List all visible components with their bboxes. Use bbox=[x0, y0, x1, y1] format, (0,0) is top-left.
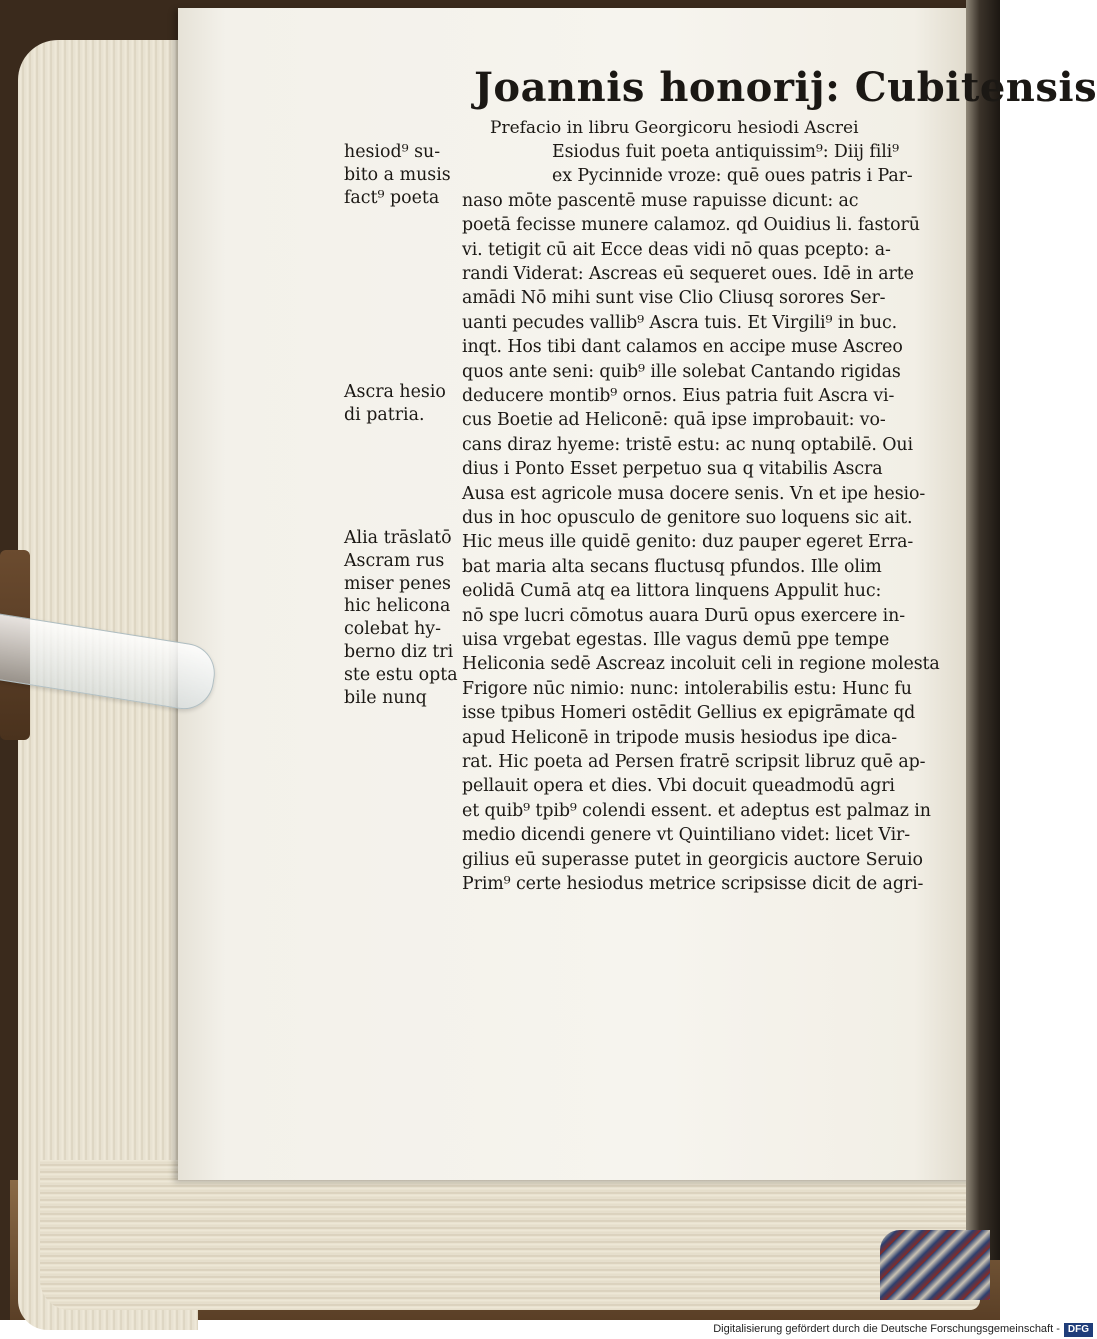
book-headband bbox=[880, 1230, 990, 1300]
body-line: Prim⁹ certe hesiodus metrice scripsisse dicit de agri- bbox=[462, 874, 924, 894]
body-line: naso mōte pascentē muse rapuisse dicunt: ac bbox=[462, 190, 859, 211]
margin-note-line: Ascram rus bbox=[344, 550, 445, 571]
margin-note-line: fact⁹ poeta bbox=[344, 187, 440, 208]
body-line: cans diraz hyeme: tristē estu: ac nunq optabilē. Oui bbox=[462, 434, 913, 455]
footer-credit bbox=[97, 1320, 1097, 1339]
body-line: poetā fecisse munere calamoz. qd Ouidius li. fastorū bbox=[462, 215, 920, 236]
body-line: uisa vrgebat egestas. Ille vagus demū ppe tempe bbox=[462, 630, 890, 650]
margin-note-line: Alia trāslatō bbox=[344, 528, 452, 548]
body-line: gilius eū superasse putet in georgicis auctore Seruio bbox=[462, 849, 923, 870]
body-line: vi. tetigit cū ait Ecce deas vidi nō quas pcepto: a- bbox=[462, 239, 891, 260]
margin-note-line: berno diz tri bbox=[344, 642, 454, 662]
body-line: deducere montib⁹ ornos. Eius patria fuit Ascra vi- bbox=[462, 386, 895, 406]
body-line: ex Pycinnide vroze: quē oues patris i Par- bbox=[552, 166, 913, 187]
margin-note-line: hic helicona bbox=[344, 596, 451, 617]
body-line: cus Boetie ad Heliconē: quā ipse improbauit: vo- bbox=[462, 410, 886, 431]
body-line: bat maria alta secans fluctusq pfundos. Ille olim bbox=[462, 556, 882, 577]
body-line: rat. Hic poeta ad Persen fratrē scripsit libruz quē ap- bbox=[462, 752, 926, 772]
page-stack-bottom bbox=[40, 1160, 980, 1310]
body-line: Esiodus fuit poeta antiquissim⁹: Diij fili⁹ bbox=[552, 142, 899, 162]
body-line: pellauit opera et dies. Vbi docuit queadmodū agri bbox=[462, 776, 895, 797]
body-line: dus in hoc opusculo de genitore suo loquens sic ait. bbox=[462, 508, 913, 528]
margin-note-line: hesiod⁹ su- bbox=[344, 142, 441, 162]
margin-note-line: Ascra hesio bbox=[344, 382, 446, 402]
body-line: Heliconia sedē Ascreaz incoluit celi in regione molesta bbox=[462, 654, 940, 675]
dfg-logo: DFG bbox=[1064, 1323, 1093, 1337]
margin-note-line: bile nunq bbox=[344, 687, 427, 708]
body-line: eolidā Cumā atq ea littora linquens Appulit huc: bbox=[462, 581, 882, 602]
book-gutter bbox=[966, 0, 1000, 1260]
body-line: dius i Ponto Esset perpetuo sua q vitabilis Ascra bbox=[462, 459, 883, 480]
body-line: Hic meus ille quidē genito: duz pauper egeret Erra- bbox=[462, 532, 914, 553]
body-line: isse tpibus Homeri ostēdit Gellius ex epigrāmate qd bbox=[462, 703, 916, 724]
body-line: amādi Nō mihi sunt vise Clio Cliusq sorores Ser- bbox=[462, 288, 886, 309]
body-line: et quib⁹ tpib⁹ colendi essent. et adeptus est palmaz in bbox=[462, 800, 931, 821]
footer-text: Digitalisierung gefördert durch die Deutsche Forschungsgemeinschaft - bbox=[713, 1323, 1060, 1335]
running-headline: Joannis honorij: Cubitensis bbox=[474, 64, 1097, 111]
body-line: uanti pecudes vallib⁹ Ascra tuis. Et Virgili⁹ in buc. bbox=[462, 312, 898, 333]
body-line: quos ante seni: quib⁹ ille solebat Cantando rigidas bbox=[462, 361, 901, 382]
body-line: apud Heliconē in tripode musis hesiodus ipe dica- bbox=[462, 727, 898, 748]
margin-note-line: ste estu opta bbox=[344, 664, 458, 685]
body-line: nō spe lucri cōmotus auara Durū opus exercere in- bbox=[462, 605, 905, 626]
margin-note-line: bito a musis bbox=[344, 164, 451, 185]
margin-note-line: di patria. bbox=[344, 404, 425, 425]
margin-note-line: miser penes bbox=[344, 573, 451, 594]
body-line: Frigore nūc nimio: nunc: intolerabilis estu: Hunc fu bbox=[462, 678, 912, 699]
body-line: medio dicendi genere vt Quintiliano videt: licet Vir- bbox=[462, 825, 911, 846]
preface-title: Prefacio in libru Georgicoru hesiodi Ascrei bbox=[490, 118, 859, 138]
margin-note-line: colebat hy- bbox=[344, 619, 441, 640]
body-line: Ausa est agricole musa docere senis. Vn et ipe hesio- bbox=[462, 483, 926, 504]
body-line: randi Viderat: Ascreas eū sequeret oues. Idē in arte bbox=[462, 264, 914, 284]
body-line: inqt. Hos tibi dant calamos en accipe muse Ascreo bbox=[462, 337, 903, 358]
